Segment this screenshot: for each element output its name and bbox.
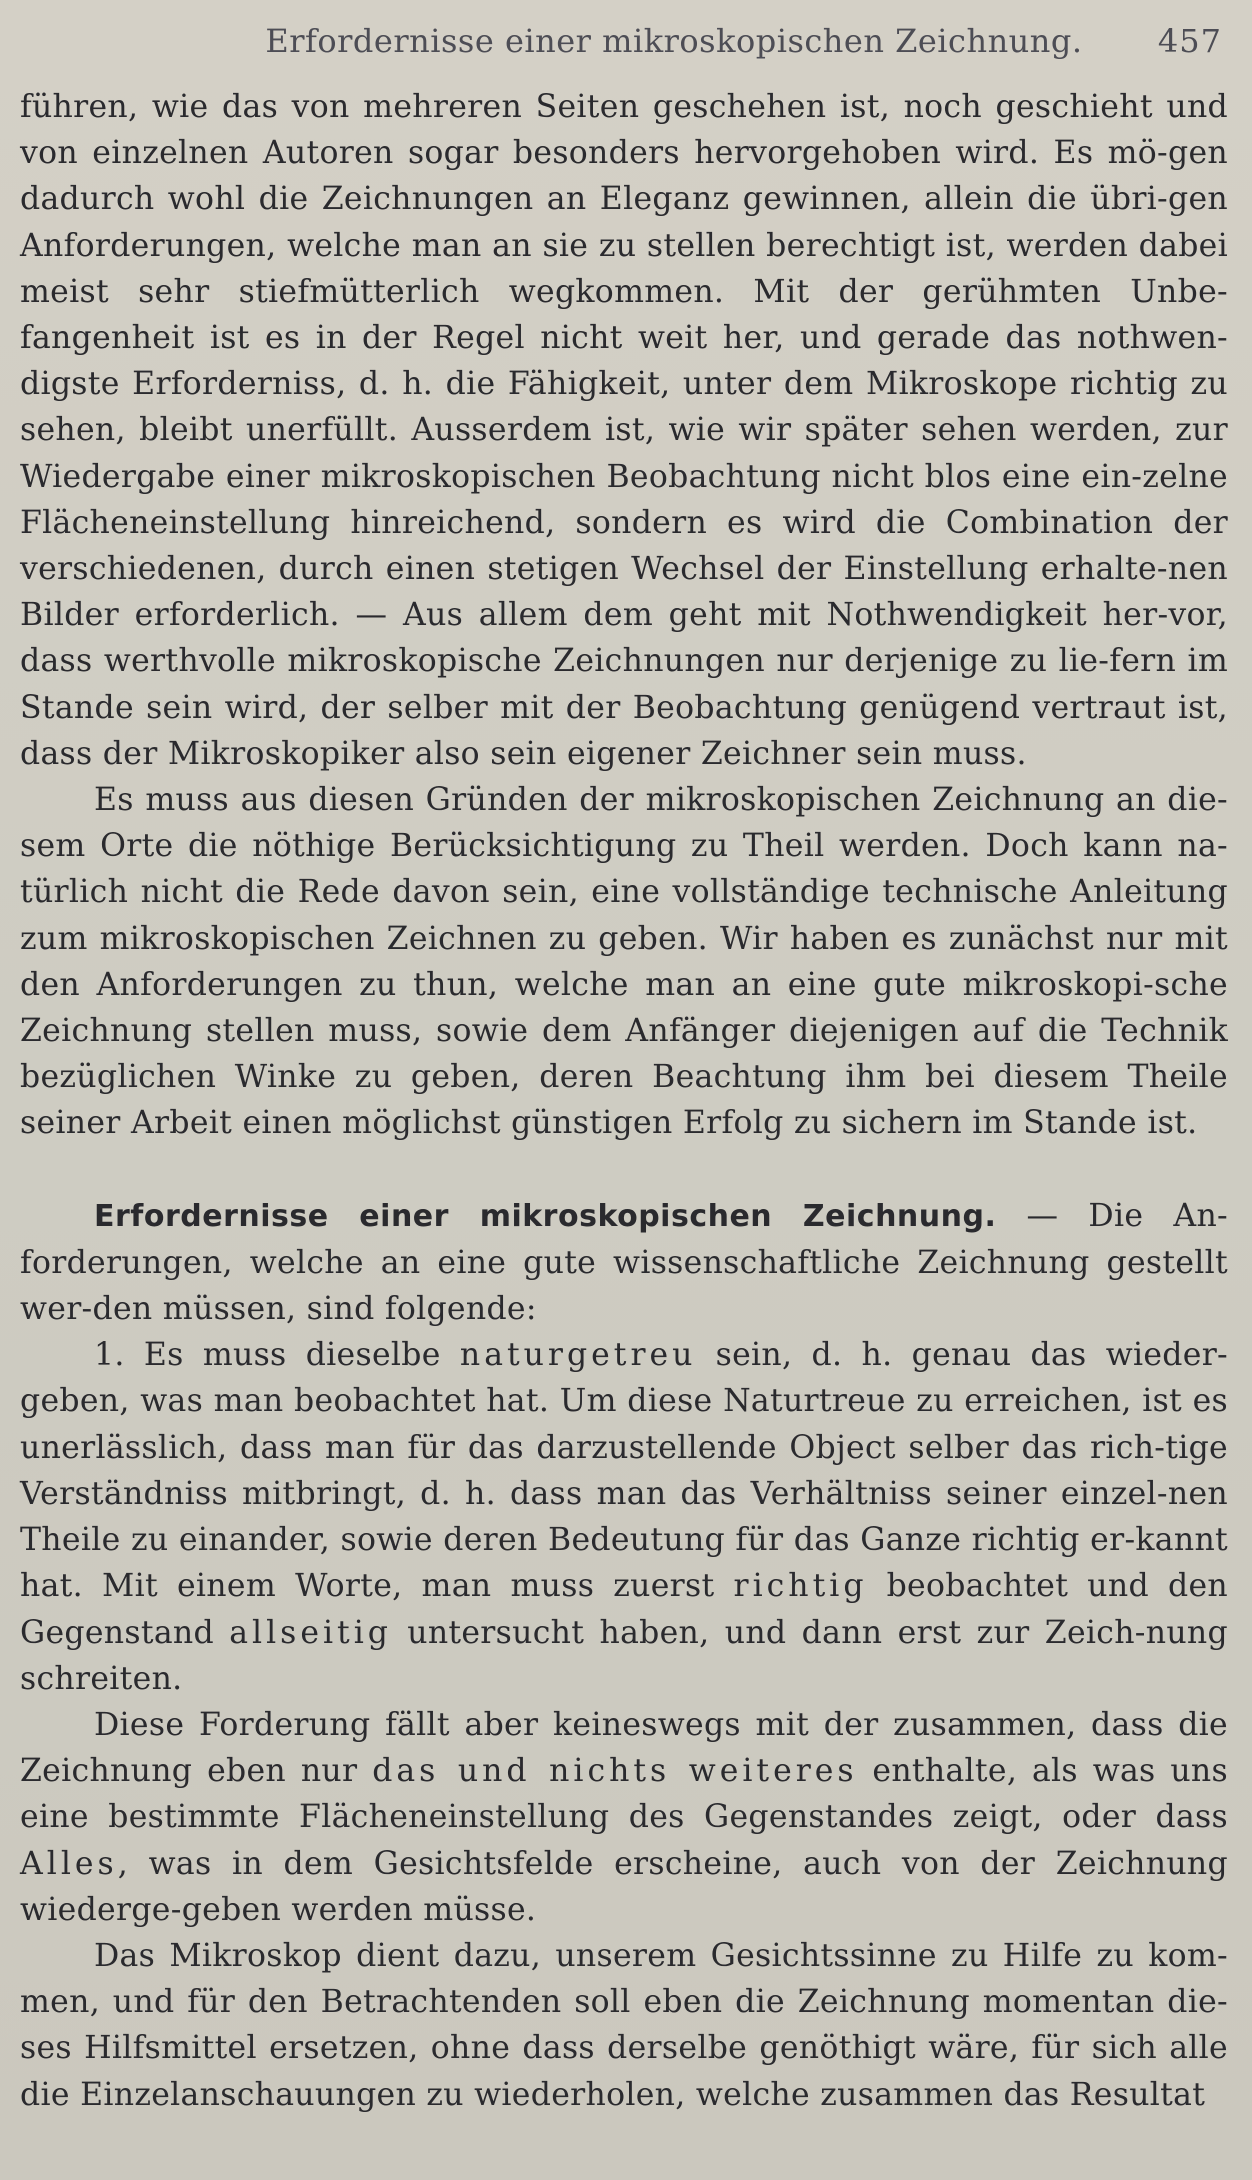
page-number: 457 — [1157, 22, 1222, 60]
text-run: Diese Forderung fällt aber keineswegs mit der zusammen, dass die Zeichnung eben nur — [20, 1706, 1228, 1790]
body-text — [20, 84, 1228, 2118]
running-head — [20, 22, 1228, 70]
section-gap — [20, 1147, 1228, 1193]
text-run: sein, d. h. genau das wieder-geben, was man beobachtet hat. Um diese Naturtreue zu erreichen, ist es unerlässlich, dass man für das darzustellende Object selber das rich-tige Verständniss mitbringt, d. h. dass man das Verhältniss seiner einzel-nen Theile zu einander, sowie deren Bedeutung für das Ganze richtig er-kannt hat. Mit einem Worte, man muss zuerst — [20, 1337, 1228, 1605]
emphasis-spaced: richtig — [733, 1568, 868, 1605]
paragraph — [20, 1702, 1228, 1933]
numbered-paragraph — [20, 1332, 1228, 1702]
paragraph: Das Mikroskop dient dazu, unserem Gesichtssinne zu Hilfe zu kom-men, und für den Betrachtenden soll eben die Zeichnung momentan die-ses Hilfsmittel ersetzen, ohne dass derselbe genöthigt wäre, für sich alle die Einzelanschauungen zu wiederholen, welche zusammen das Resultat — [20, 1937, 1228, 2113]
paragraph: führen, wie das von mehreren Seiten geschehen ist, noch geschieht und von einzelnen Autoren sogar besonders hervorgehoben wird. Es mö-gen dadurch wohl die Zeichnungen an Eleganz gewinnen, allein die übri-gen Anforderungen, welche man an sie zu stellen berechtigt ist, werden dabei meist sehr stiefmütterlich wegkommen. Mit der gerühmten Unbe-fangenheit ist es in der Regel nicht weit her, und gerade das nothwen-digste Erforderniss, d. h. die Fähigkeit, unter dem Mikroskope richtig zu sehen, bleibt unerfüllt. Ausserdem ist, wie wir später sehen werden, zur Wiedergabe einer mikroskopischen Beobachtung nicht blos eine ein-zelne Flächeneinstellung hinreichend, sondern es wird die Combination der verschiedenen, durch einen stetigen Wechsel der Einstellung erhalte-nen Bilder erforderlich. — Aus allem dem geht mit Nothwendigkeit her-vor, dass werthvolle mikroskopische Zeichnungen nur derjenige zu lie-fern im Stande sein wird, der selber mit der Beobachtung genügend vertraut ist, dass der Mikroskopiker also sein eigener Zeichner sein muss. — [20, 89, 1228, 772]
text-run: enthalte, als was uns eine bestimmte Flächeneinstellung des Gegenstandes zeigt, oder dass — [20, 1753, 1228, 1836]
text-run: , was in dem Gesichtsfelde erscheine, auch von der Zeichnung wiederge-geben werden müsse. — [20, 1845, 1228, 1928]
running-head-title: Erfordernisse einer mikroskopischen Zeichnung. — [265, 22, 1083, 60]
text-run: beobachtet und den Gegenstand — [20, 1568, 1228, 1651]
section-heading: Erfordernisse einer mikroskopischen Zeichnung. — [94, 1198, 997, 1234]
emphasis-spaced: Alles — [20, 1845, 118, 1882]
text-run: untersucht haben, und dann erst zur Zeich-nung schreiten. — [20, 1614, 1228, 1697]
paragraph: Es muss aus diesen Gründen der mikroskopischen Zeichnung an die-sem Orte die nöthige Berücksichtigung zu Theil werden. Doch kann na-türlich nicht die Rede davon sein, eine vollständige technische Anleitung zum mikroskopischen Zeichnen zu geben. Wir haben es zunächst nur mit den Anforderungen zu thun, welche man an eine gute mikroskopi-sche Zeichnung stellen muss, sowie dem Anfänger diejenigen auf die Technik bezüglichen Winke zu geben, deren Beachtung ihm bei diesem Theile seiner Arbeit einen möglichst günstigen Erfolg zu sichern im Stande ist. — [20, 782, 1228, 1142]
emphasis-spaced: allseitig — [229, 1614, 392, 1651]
emphasis-spaced: naturgetreu — [459, 1337, 697, 1374]
emphasis-spaced: das und nichts weiteres — [372, 1753, 858, 1790]
text-run: 1. Es muss dieselbe — [94, 1337, 460, 1374]
section-paragraph — [20, 1193, 1228, 1333]
section-intro-text: — Die An-forderungen, welche an eine gute wissenschaftliche Zeichnung gestellt wer-den müssen, sind folgende: — [20, 1197, 1228, 1328]
